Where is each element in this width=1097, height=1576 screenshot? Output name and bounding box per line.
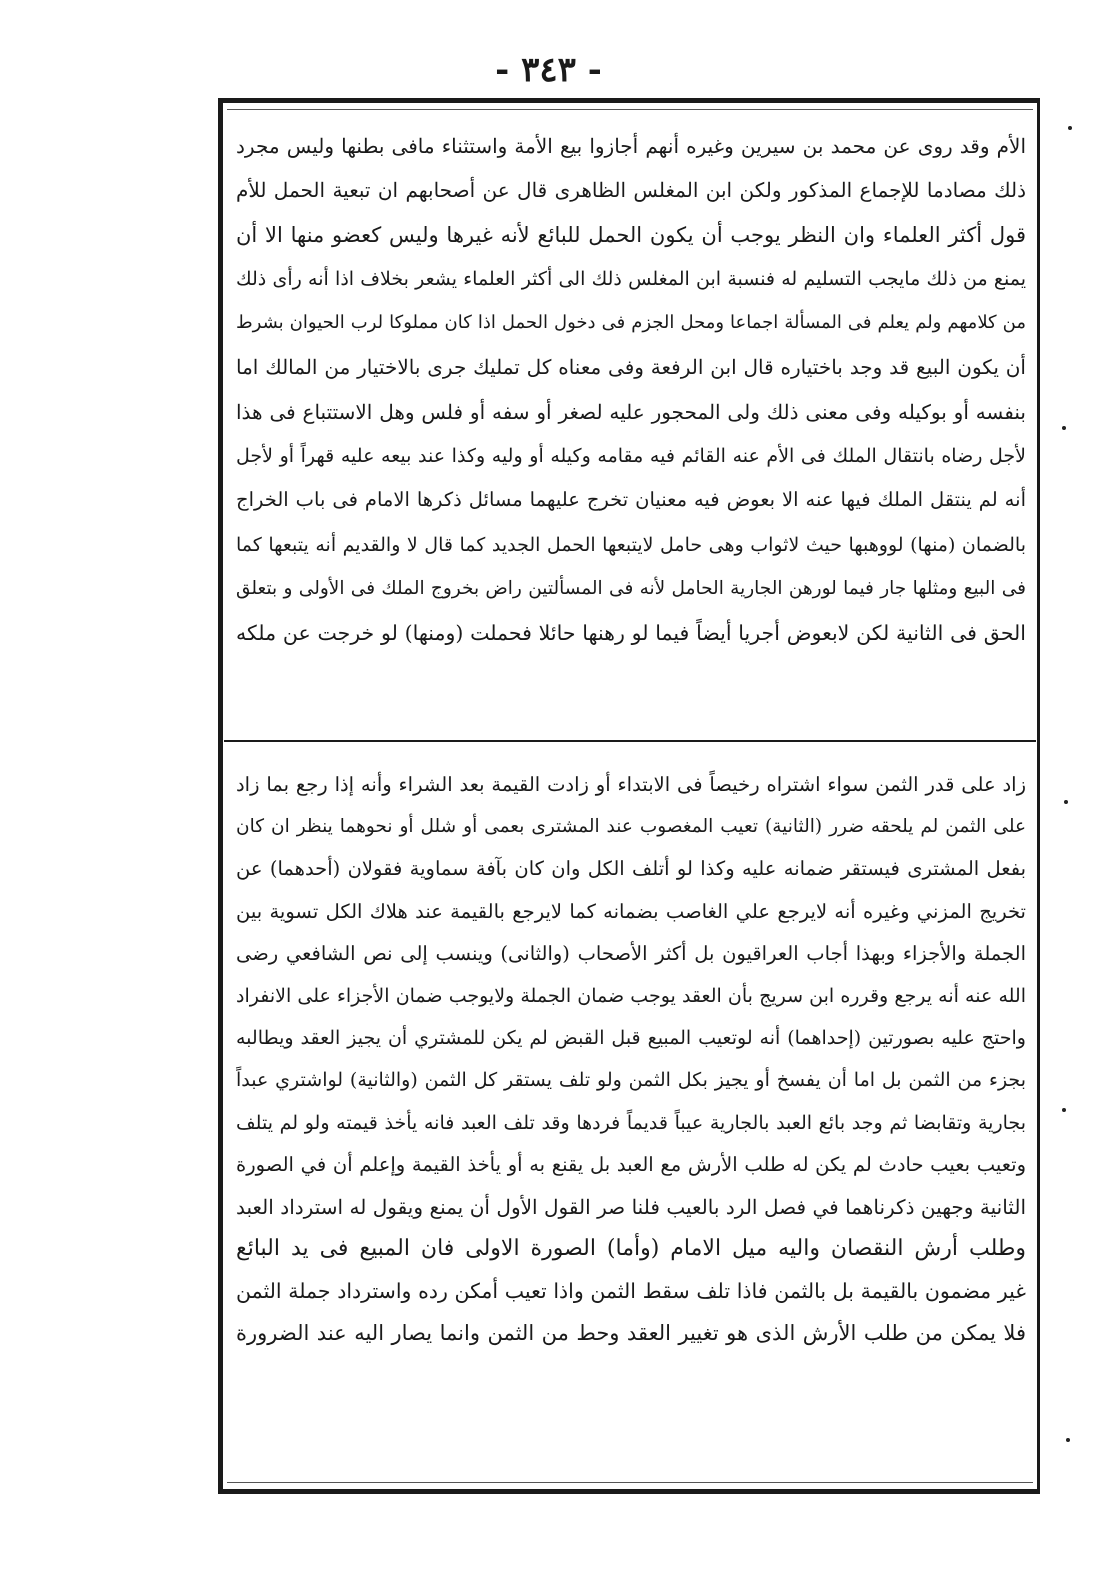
lower-text-block	[236, 764, 1026, 1476]
text-line: يمنع من ذلك مايجب التسليم له فنسبة ابن المغلس ذلك الى أكثر العلماء يشعر بخلاف اذا أنه رأى ذلك	[236, 267, 1026, 290]
text-line: الحق فى الثانية لكن لابعوض أجريا أيضاً فيما لو رهنها حائلا فحملت (ومنها) لو خرجت عن ملكه	[236, 621, 1026, 646]
margin-speck	[1062, 1108, 1066, 1112]
text-line: من كلامهم ولم يعلم فى المسألة اجماعا ومحل الجزم فى دخول الحمل اذا كان مملوكا لرب الحيوان بشرط	[236, 312, 1026, 334]
upper-text-block	[236, 124, 1026, 720]
text-line: واحتج عليه بصورتين (إحداهما) أنه لوتعيب المبيع قبل القبض لم يكن للمشتري أن يجيز العقد ويطالبه	[236, 1027, 1026, 1050]
text-line: وطلب أرش النقصان واليه ميل الامام (وأما) الصورة الاولى فان المبيع فى يد البائع	[236, 1236, 1026, 1262]
text-line: ذلك مصادما للإجماع المذكور ولكن ابن المغلس الظاهرى قال عن أصحابهم ان تبعية الحمل للأم	[236, 178, 1026, 203]
margin-speck	[1066, 1438, 1070, 1442]
text-line: لأجل رضاه بانتقال الملك فى الأم عنه القائم فيه مقامه وكيله أو وليه وكذا عند بيعه عليه قهراً أو لأجل	[236, 445, 1026, 468]
text-line: الله عنه أنه يرجع وقرره ابن سريج بأن العقد يوجب ضمان الجملة ولايوجب ضمان الأجزاء على الانفراد	[236, 984, 1026, 1007]
text-line: بفعل المشترى فيستقر ضمانه عليه وكذا لو أتلف الكل وان كان بآفة سماوية فقولان (أحدهما) عن	[236, 857, 1026, 881]
text-line: بنفسه أو بوكيله وفى معنى ذلك ولى المحجور عليه لصغر أو سفه أو فلس وهل الاستتباع فى هذا	[236, 399, 1026, 424]
text-line: الأم وقد روى عن محمد بن سيرين وغيره أنهم أجازوا بيع الأمة واستثناء مافى بطنها وليس مجرد	[236, 134, 1026, 158]
text-line: الجملة والأجزاء وبهذا أجاب العراقيون بل أكثر الأصحاب (والثانى) وينسب إلى نص الشافعي رضى	[236, 941, 1026, 965]
page-number: - ٣٤٣ -	[495, 50, 602, 90]
text-line: وتعيب بعيب حادث لم يكن له طلب الأرش مع العبد بل يقنع به أو يأخذ القيمة وإعلم أن في الصورة	[236, 1152, 1026, 1176]
margin-speck	[1064, 800, 1068, 804]
margin-speck	[1068, 126, 1072, 130]
text-line: على الثمن لم يلحقه ضرر (الثانية) تعيب المغصوب عند المشترى بعمى أو شلل أو نحوهما ينظر ان كان	[236, 816, 1026, 838]
text-line: تخريج المزني وغيره أنه لايرجع علي الغاصب بضمانه كما لايرجع بالقيمة عند هلاك الكل تسوية بين	[236, 899, 1026, 923]
margin-speck	[1062, 426, 1066, 430]
text-line: غير مضمون بالقيمة بل بالثمن فاذا تلف سقط الثمن واذا تعيب أمكن رده واسترداد جملة الثمن	[236, 1279, 1026, 1304]
text-line: فى البيع ومثلها جار فيما لورهن الجارية الحامل لأنه فى المسألتين راض بخروج الملك فى الأولى و بتعلق	[236, 577, 1026, 599]
text-line: أن يكون البيع قد وجد باختياره قال ابن الرفعة وفى معناه كل تمليك جرى بالاختيار من المالك اما	[236, 355, 1026, 380]
text-line: بجارية وتقابضا ثم وجد بائع العبد بالجارية عيباً قديماً فردها وقد تلف العبد فانه يأخذ قيمته ولو لم يتلف	[236, 1111, 1026, 1134]
text-line: زاد على قدر الثمن سواء اشتراه رخيصاً فى الابتداء أو زادت القيمة بعد الشراء وأنه إذا رجع بما زاد	[236, 773, 1026, 796]
text-line: فلا يمكن من طلب الأرش الذى هو تغيير العقد وحط من الثمن وانما يصار اليه عند الضرورة	[236, 1321, 1026, 1346]
text-line: بالضمان (منها) لووهبها حيث لاثواب وهى حامل لايتبعها الحمل الجديد كما قال لا والقديم أنه يتبعها كما	[236, 533, 1026, 556]
text-line: بجزء من الثمن بل اما أن يفسخ أو يجيز بكل الثمن ولو تلف يستقر كل الثمن (والثانية) لواشتري عبداً	[236, 1069, 1026, 1092]
text-line: الثانية وجهين ذكرناهما في فصل الرد بالعيب فلنا صر القول الأول أن يمنع ويقول له استرداد العبد	[236, 1194, 1026, 1219]
text-line: أنه لم ينتقل الملك فيها عنه الا بعوض فيه معنيان تخرج عليهما مسائل ذكرها الامام فى باب الخراج	[236, 488, 1026, 512]
text-line: قول أكثر العلماء وان النظر يوجب أن يكون الحمل للبائع لأنه غيرها وليس كعضو منها الا أن	[236, 222, 1026, 247]
section-divider	[224, 740, 1036, 742]
